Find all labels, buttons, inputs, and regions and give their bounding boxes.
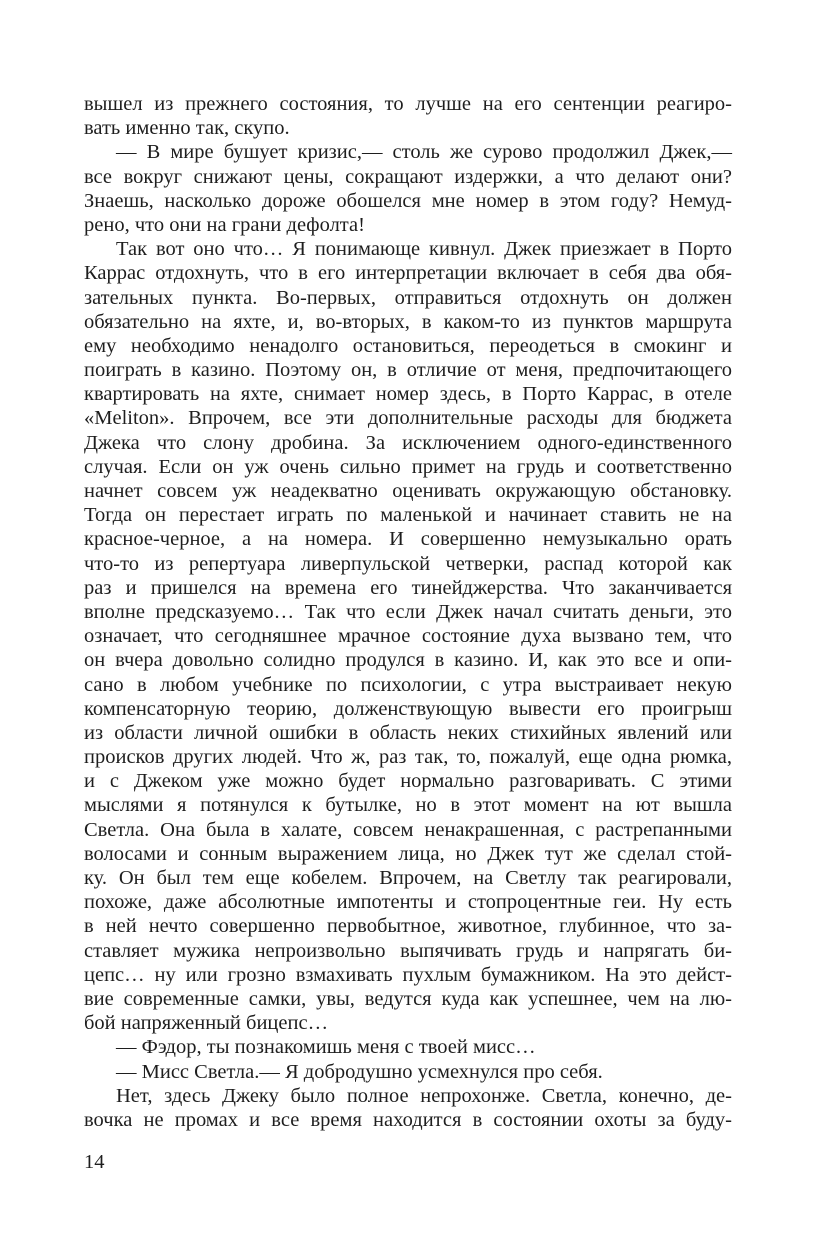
text-line: Джека что слону дробина. За исключением одного-единственного — [84, 431, 732, 454]
text-line: мыслями я потянулся к бутылке, но в этот момент на ют вышла — [84, 794, 732, 817]
text-line: Знаешь, насколько дороже обошелся мне номер в этом году? Немуд- — [84, 189, 732, 212]
body-text — [84, 92, 732, 1132]
text-line: что-то из репертуара ливерпульской четверки, распад которой как — [84, 552, 732, 575]
text-line: Нет, здесь Джеку было полное непрохонже. Светла, конечно, де- — [116, 1084, 732, 1107]
text-line: означает, что сегодняшнее мрачное состояние духа вызвано тем, что — [84, 625, 732, 648]
text-line: все вокруг снижают цены, сокращают издержки, а что делают они? — [84, 165, 732, 188]
text-line: Тогда он перестает играть по маленькой и начинает ставить не на — [84, 504, 732, 527]
text-line: происков других людей. Что ж, раз так, то, пожалуй, еще одна рюмка, — [84, 746, 732, 769]
text-line: — Фэдор, ты познакомишь меня с твоей мисс… — [116, 1036, 536, 1059]
text-line: он вчера довольно солидно продулся в казино. И, как это все и опи- — [84, 649, 732, 672]
text-line: цепс… ну или грозно взмахивать пухлым бумажником. На это дейст- — [84, 963, 732, 986]
text-line: начнет совсем уж неадекватно оценивать окружающую обстановку. — [84, 480, 732, 502]
text-line: вие современные самки, увы, ведутся куда как успешнее, чем на лю- — [84, 987, 732, 1010]
text-line: вать именно так, скупо. — [84, 117, 290, 140]
text-line: Светла. Она была в халате, совсем ненакрашенная, с растрепанными — [84, 818, 732, 841]
text-line: ставляет мужика непроизвольно выпячивать грудь и напрягать би- — [84, 939, 732, 962]
text-line: — В мире бушует кризис,— столь же сурово продолжил Джек,— — [116, 141, 732, 164]
text-line: — Мисс Светла.— Я добродушно усмехнулся про себя. — [116, 1060, 603, 1083]
text-line: бой напряженный бицепс… — [84, 1012, 329, 1035]
text-line: квартировать на яхте, снимает номер здесь, в Порто Каррас, в отеле — [84, 383, 732, 406]
text-line: и с Джеком уже можно будет нормально разговаривать. С этими — [84, 770, 732, 793]
text-line: вполне предсказуемо… Так что если Джек начал считать деньги, это — [84, 600, 732, 623]
text-line: красное-черное, а на номера. И совершенно немузыкально орать — [84, 528, 732, 551]
text-line: ку. Он был тем еще кобелем. Впрочем, на Светлу так реагировали, — [84, 867, 732, 889]
text-line: из области личной ошибки в область неких стихийных явлений или — [84, 721, 732, 744]
text-line: волосами и сонным выражением лица, но Джек тут же сделал стой- — [84, 842, 732, 865]
text-line: обязательно на яхте, и, во-вторых, в каком-то из пунктов маршрута — [84, 310, 732, 333]
text-line: рено, что они на грани дефолта! — [84, 213, 365, 236]
text-line: вочка не промах и все время находится в состоянии охоты за буду- — [84, 1108, 732, 1131]
text-line: поиграть в казино. Поэтому он, в отличие от меня, предпочитающего — [84, 359, 732, 382]
page-number: 14 — [84, 1151, 105, 1173]
text-line: вышел из прежнего состояния, то лучше на его сентенции реагиро- — [84, 93, 732, 115]
text-line: в ней нечто совершенно первобытное, животное, глубинное, что за- — [84, 915, 732, 938]
text-line: похоже, даже абсолютные импотенты и стопроцентные геи. Ну есть — [84, 891, 732, 914]
text-line: Каррас отдохнуть, что в его интерпретации включает в себя два обя- — [84, 262, 732, 285]
text-line: ему необходимо ненадолго остановиться, переодеться в смокинг и — [84, 334, 732, 357]
text-line: раз и пришелся на времена его тинейджерства. Что заканчивается — [84, 576, 732, 599]
text-line: компенсаторную теорию, долженствующую вывести его проигрыш — [84, 697, 732, 720]
text-line: Так вот оно что… Я понимающе кивнул. Джек приезжает в Порто — [116, 238, 732, 261]
text-line: зательных пункта. Во-первых, отправиться отдохнуть он должен — [84, 286, 732, 309]
text-line: «Meliton». Впрочем, все эти дополнительные расходы для бюджета — [84, 407, 732, 430]
text-line: случая. Если он уж очень сильно примет на грудь и соответственно — [84, 455, 732, 478]
text-line: сано в любом учебнике по психологии, с утра выстраивает некую — [84, 673, 732, 696]
